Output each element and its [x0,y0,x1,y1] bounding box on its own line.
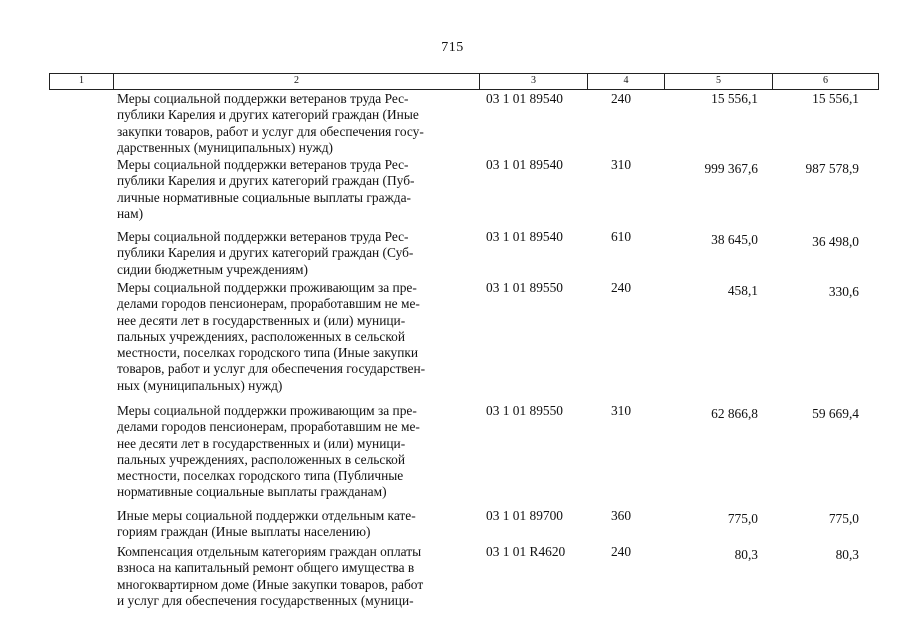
row-description: Иные меры социальной поддержки отдельным кате- гориям граждан (Иные выплаты населению) [117,508,416,540]
row-description: Меры социальной поддержки ветеранов труда Рес- публики Карелия и других категорий граждан (Суб- сидии бюджетным учреждениям) [117,229,414,277]
row-value-1: 775,0 [727,511,758,526]
row-value-2: 987 578,9 [805,161,859,176]
row-type: 610 [610,229,632,244]
row-value-1: 38 645,0 [711,232,758,247]
row-description: Меры социальной поддержки проживающим за пре- делами городов пенсионерам, проработавшим не ме- нее десяти лет в государственных и (или) муници- пальных учреждениях, расположенных в сельской местности, поселках городского типа (Публичные нормативные социальные выплаты гражданам) [117,403,420,500]
table-row [0,229,905,280]
table-row [0,157,905,229]
row-type: 240 [610,91,632,106]
row-value-1: 62 866,8 [711,406,758,421]
table-header [49,73,879,90]
header-col-4: 4 [587,74,664,89]
row-value-1: 458,1 [727,283,758,298]
row-type: 310 [610,157,632,172]
row-value-1: 80,3 [734,547,758,562]
row-value-2: 330,6 [828,284,859,299]
header-col-3: 3 [479,74,587,89]
row-code: 03 1 01 89550 [486,280,563,295]
header-col-5: 5 [664,74,772,89]
row-code: 03 1 01 R4620 [486,544,566,559]
table-body [0,91,905,614]
row-value-1: 15 556,1 [711,91,758,106]
table-row [0,403,905,508]
row-code: 03 1 01 89540 [486,91,563,106]
row-value-2: 775,0 [828,511,859,526]
row-type: 360 [610,508,632,523]
row-description: Компенсация отдельным категориям граждан оплаты взноса на капитальный ремонт общего имущества в многоквартирном доме (Иные закупки товаров, работ и услуг для обеспечения государственных (муници- [117,544,424,608]
row-code: 03 1 01 89540 [486,157,563,172]
header-col-1: 1 [79,75,84,86]
row-value-2: 59 669,4 [812,406,859,421]
row-value-2: 15 556,1 [812,91,859,106]
table-row [0,544,905,614]
row-code: 03 1 01 89540 [486,229,563,244]
row-value-2: 36 498,0 [812,234,859,249]
row-description: Меры социальной поддержки ветеранов труда Рес- публики Карелия и других категорий граждан (Иные закупки товаров, работ и услуг для обеспечения госу- дарственных (муниципальных) нужд) [117,91,424,155]
table-row [0,91,905,157]
row-code: 03 1 01 89550 [486,403,563,418]
row-type: 240 [610,280,632,295]
row-type: 310 [610,403,632,418]
page-number: 715 [441,40,464,55]
header-col-6: 6 [772,74,878,89]
row-value-1: 999 367,6 [704,161,758,176]
row-value-2: 80,3 [835,547,859,562]
row-type: 240 [610,544,632,559]
table-row [0,280,905,403]
row-description: Меры социальной поддержки проживающим за пре- делами городов пенсионерам, проработавшим не ме- нее десяти лет в государственных и (или) муници- пальных учреждениях, расположенных в сельской местности, поселках городского типа (Иные закупки товаров, работ и услуг для обеспечения государствен- ных (муниципальных) нужд) [117,280,426,393]
row-description: Меры социальной поддержки ветеранов труда Рес- публики Карелия и других категорий граждан (Пуб- личные нормативные социальные выплаты гражда- нам) [117,157,415,221]
header-col-2: 2 [113,74,479,89]
table-row [0,508,905,544]
row-code: 03 1 01 89700 [486,508,563,523]
